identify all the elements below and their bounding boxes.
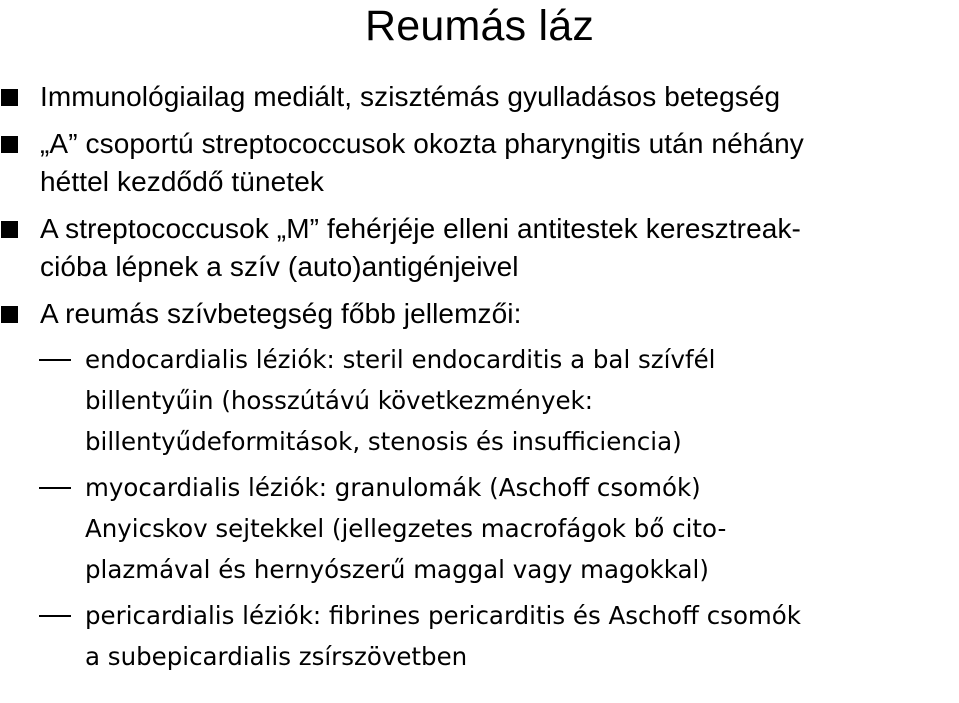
dash-bullet-icon — [39, 487, 71, 489]
square-bullet-icon — [1, 89, 18, 106]
bullet-item — [0, 208, 959, 288]
bullet-text: „A” csoportú streptococcusok okozta pharyngitis után néhány — [40, 128, 804, 159]
dash-bullet-icon — [39, 615, 71, 617]
subbullet-text: pericardialis léziók: fibrines pericarditis és Aschoff csomók — [85, 601, 801, 630]
subbullet-text: billentyűin (hosszútávú következmények: — [85, 386, 593, 415]
bullet-text: A reumás szívbetegség főbb jellemzői: — [40, 298, 522, 329]
bullet-list — [0, 76, 959, 677]
subbullet-item — [0, 595, 959, 677]
bullet-text: héttel kezdődő tünetek — [40, 166, 324, 197]
subbullet-item — [0, 339, 959, 462]
slide-title: Reumás láz — [364, 2, 595, 50]
bullet-text: A streptococcusok „M” fehérjéje elleni antitestek keresztreak- — [40, 213, 801, 244]
square-bullet-icon — [1, 306, 18, 323]
dash-bullet-icon — [39, 359, 71, 361]
bullet-text: cióba lépnek a szív (auto)antigénjeivel — [40, 251, 519, 282]
subbullet-text: plazmával és hernyószerű maggal vagy magokkal) — [85, 555, 709, 584]
bullet-item — [0, 123, 959, 203]
subbullet-text: billentyűdeformitások, stenosis és insufficiencia) — [85, 427, 682, 456]
square-bullet-icon — [1, 221, 18, 238]
bullet-text: Immunológiailag mediált, szisztémás gyulladásos betegség — [40, 81, 781, 112]
square-bullet-icon — [1, 136, 18, 153]
subbullet-text: a subepicardialis zsírszövetben — [85, 642, 468, 671]
bullet-item — [0, 76, 959, 118]
bullet-item — [0, 293, 959, 335]
subbullet-text: Anyicskov sejtekkel (jellegzetes macrofágok bő cito- — [85, 514, 727, 543]
subbullet-text: endocardialis léziók: steril endocarditis a bal szívfél — [85, 345, 716, 374]
subbullet-item — [0, 467, 959, 590]
subbullet-text: myocardialis léziók: granulomák (Aschoff csomók) — [85, 473, 701, 502]
